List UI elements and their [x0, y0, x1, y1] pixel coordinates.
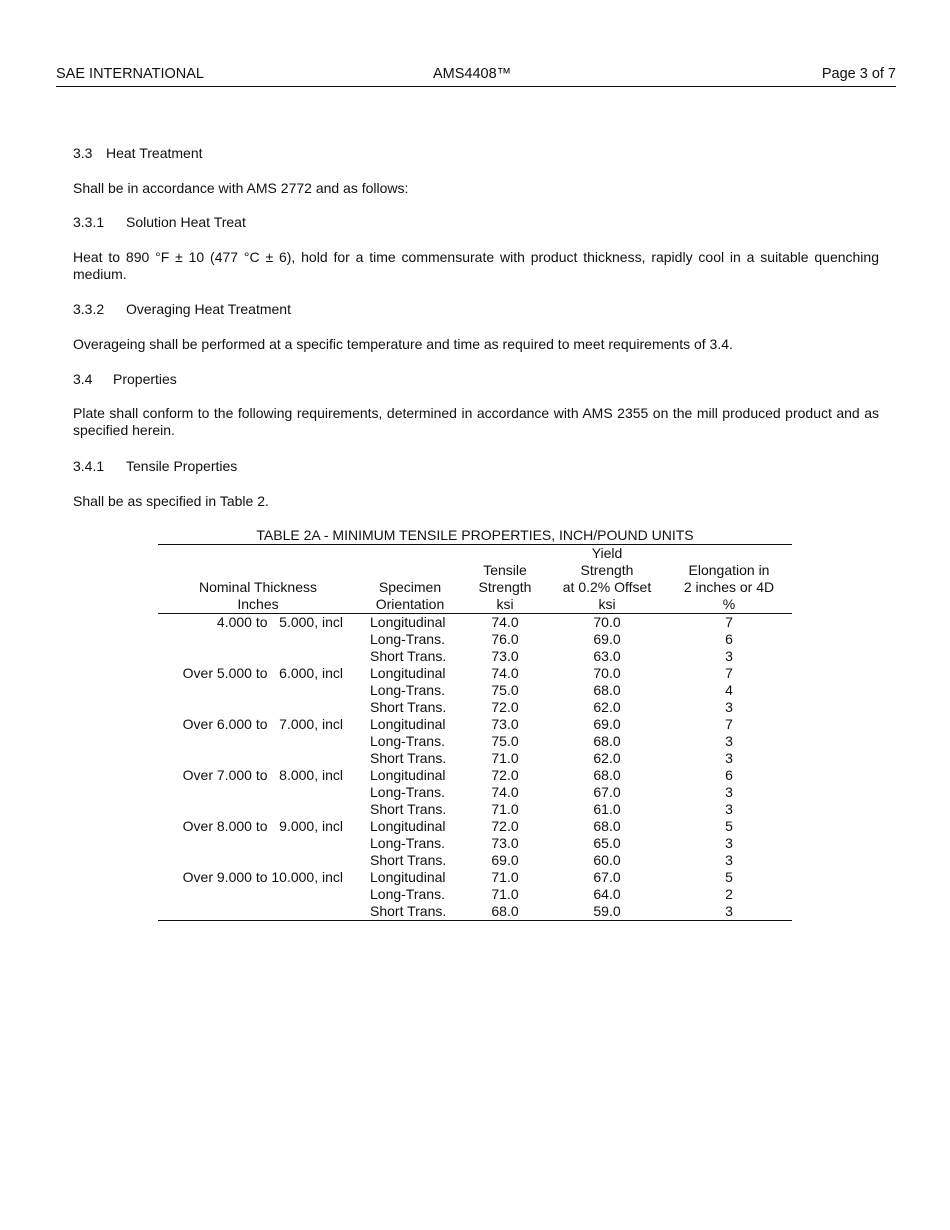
cell-nominal-thickness: Over 5.000 to 6.000, incl: [182, 665, 343, 681]
section-number: 3.4: [73, 371, 93, 387]
cell-tensile-strength: 73.0: [491, 835, 519, 851]
section-title: Overaging Heat Treatment: [126, 301, 291, 317]
section-3-4-1-heading: [73, 458, 237, 475]
section-3-3-text: Shall be in accordance with AMS 2772 and as follows:: [73, 180, 409, 196]
cell-nominal-thickness: Over 7.000 to 8.000, incl: [182, 767, 343, 783]
cell-tensile-strength: 69.0: [491, 852, 519, 868]
cell-yield-strength: 65.0: [593, 835, 621, 851]
section-3-3-heading: [73, 145, 203, 162]
header-page-number: Page 3 of 7: [821, 66, 896, 82]
section-3-3-1-heading: [73, 214, 246, 231]
cell-tensile-strength: 71.0: [491, 750, 519, 766]
cell-tensile-strength: 68.0: [491, 903, 519, 919]
table-row: [158, 733, 792, 750]
section-title: Tensile Properties: [126, 458, 238, 474]
cell-elongation: 7: [725, 716, 733, 732]
cell-tensile-strength: 72.0: [491, 818, 519, 834]
cell-yield-strength: 67.0: [593, 869, 621, 885]
cell-nominal-thickness: Over 8.000 to 9.000, incl: [182, 818, 343, 834]
cell-orientation: Longitudinal: [370, 614, 446, 630]
cell-elongation: 3: [725, 750, 733, 766]
section-3-3-2-heading: [73, 301, 291, 318]
cell-nominal-thickness: 4.000 to 5.000, incl: [216, 614, 343, 630]
header-tensile-strength: Tensile Strength ksi: [478, 562, 532, 612]
cell-orientation: Short Trans.: [370, 801, 447, 817]
table-row: [158, 665, 792, 682]
table-row: [158, 801, 792, 818]
cell-orientation: Longitudinal: [370, 869, 446, 885]
cell-yield-strength: 68.0: [593, 818, 621, 834]
tensile-properties-table: [158, 527, 792, 921]
table-row: [158, 818, 792, 835]
cell-elongation: 3: [725, 835, 733, 851]
section-title: Solution Heat Treat: [126, 214, 246, 230]
cell-orientation: Longitudinal: [370, 818, 446, 834]
cell-tensile-strength: 75.0: [491, 682, 519, 698]
table-title: TABLE 2A - MINIMUM TENSILE PROPERTIES, INCH/POUND UNITS: [256, 527, 694, 543]
cell-yield-strength: 62.0: [593, 699, 621, 715]
cell-yield-strength: 70.0: [593, 614, 621, 630]
section-number: 3.3.1: [73, 214, 105, 230]
cell-yield-strength: 68.0: [593, 682, 621, 698]
cell-elongation: 6: [725, 767, 733, 783]
section-title: Heat Treatment: [106, 145, 203, 161]
cell-elongation: 3: [725, 801, 733, 817]
cell-elongation: 7: [725, 614, 733, 630]
cell-yield-strength: 69.0: [593, 631, 621, 647]
cell-tensile-strength: 71.0: [491, 869, 519, 885]
cell-tensile-strength: 71.0: [491, 886, 519, 902]
cell-orientation: Long-Trans.: [370, 631, 445, 647]
table-row: [158, 784, 792, 801]
cell-orientation: Short Trans.: [370, 750, 447, 766]
header-yield-strength: Yield Strength at 0.2% Offset ksi: [562, 545, 652, 612]
section-3-3-2-text: Overageing shall be performed at a specific temperature and time as required to meet requirements of 3.4.: [73, 336, 733, 352]
table-row: [158, 903, 792, 920]
cell-orientation: Short Trans.: [370, 852, 447, 868]
cell-tensile-strength: 71.0: [491, 801, 519, 817]
table-row: [158, 648, 792, 665]
cell-orientation: Short Trans.: [370, 903, 447, 919]
cell-yield-strength: 68.0: [593, 767, 621, 783]
cell-tensile-strength: 74.0: [491, 614, 519, 630]
cell-nominal-thickness: Over 6.000 to 7.000, incl: [182, 716, 343, 732]
cell-elongation: 2: [725, 886, 733, 902]
cell-elongation: 3: [725, 733, 733, 749]
cell-yield-strength: 64.0: [593, 886, 621, 902]
cell-yield-strength: 60.0: [593, 852, 621, 868]
cell-elongation: 3: [725, 648, 733, 664]
cell-yield-strength: 67.0: [593, 784, 621, 800]
table-bottom-rule: [158, 920, 792, 921]
cell-tensile-strength: 74.0: [491, 665, 519, 681]
cell-tensile-strength: 75.0: [491, 733, 519, 749]
cell-elongation: 5: [725, 869, 733, 885]
cell-tensile-strength: 73.0: [491, 648, 519, 664]
cell-orientation: Long-Trans.: [370, 886, 445, 902]
cell-tensile-strength: 76.0: [491, 631, 519, 647]
table-row: [158, 614, 792, 631]
section-number: 3.3: [73, 145, 93, 161]
section-number: 3.3.2: [73, 301, 105, 317]
header-elongation: Elongation in 2 inches or 4D %: [683, 562, 775, 612]
cell-elongation: 6: [725, 631, 733, 647]
header-nominal-thickness: Nominal Thickness Inches: [198, 579, 317, 612]
cell-tensile-strength: 72.0: [491, 767, 519, 783]
section-3-3-1-text: Heat to 890 °F ± 10 (477 °C ± 6), hold for a time commensurate with product thickness, rapidly cool in a suitable quenching medium.: [73, 249, 879, 282]
cell-orientation: Short Trans.: [370, 648, 447, 664]
cell-orientation: Long-Trans.: [370, 835, 445, 851]
table-row: [158, 852, 792, 869]
cell-orientation: Long-Trans.: [370, 682, 445, 698]
cell-yield-strength: 68.0: [593, 733, 621, 749]
cell-elongation: 3: [725, 699, 733, 715]
table-row: [158, 699, 792, 716]
cell-yield-strength: 61.0: [593, 801, 621, 817]
header-doc-number: AMS4408™: [433, 66, 512, 82]
table-row: [158, 767, 792, 784]
cell-yield-strength: 62.0: [593, 750, 621, 766]
header-org: SAE INTERNATIONAL: [56, 66, 204, 82]
section-number: 3.4.1: [73, 458, 105, 474]
cell-orientation: Long-Trans.: [370, 733, 445, 749]
cell-orientation: Longitudinal: [370, 716, 446, 732]
cell-elongation: 3: [725, 852, 733, 868]
table-row: [158, 869, 792, 886]
cell-tensile-strength: 74.0: [491, 784, 519, 800]
section-3-4-text: Plate shall conform to the following requirements, determined in accordance with AMS 2355 on the mill produced product and as specified herein.: [73, 405, 879, 438]
cell-yield-strength: 70.0: [593, 665, 621, 681]
table-row: [158, 682, 792, 699]
cell-elongation: 5: [725, 818, 733, 834]
table-row: [158, 886, 792, 903]
table-body: [158, 614, 792, 920]
cell-tensile-strength: 72.0: [491, 699, 519, 715]
table-row: [158, 631, 792, 648]
table-row: [158, 750, 792, 767]
section-3-4-heading: [73, 371, 177, 388]
table-row: [158, 835, 792, 852]
table-header: [158, 545, 792, 613]
header-specimen-orientation: Specimen Orientation: [375, 579, 445, 612]
cell-orientation: Long-Trans.: [370, 784, 445, 800]
cell-elongation: 3: [725, 903, 733, 919]
cell-nominal-thickness: Over 9.000 to 10.000, incl: [182, 869, 343, 885]
cell-yield-strength: 63.0: [593, 648, 621, 664]
cell-yield-strength: 59.0: [593, 903, 621, 919]
cell-orientation: Longitudinal: [370, 767, 446, 783]
section-3-4-1-text: Shall be as specified in Table 2.: [73, 493, 269, 509]
cell-elongation: 3: [725, 784, 733, 800]
cell-yield-strength: 69.0: [593, 716, 621, 732]
cell-tensile-strength: 73.0: [491, 716, 519, 732]
table-row: [158, 716, 792, 733]
cell-elongation: 7: [725, 665, 733, 681]
cell-orientation: Longitudinal: [370, 665, 446, 681]
cell-elongation: 4: [725, 682, 733, 698]
page-header: [56, 66, 896, 87]
section-title: Properties: [113, 371, 177, 387]
cell-orientation: Short Trans.: [370, 699, 447, 715]
